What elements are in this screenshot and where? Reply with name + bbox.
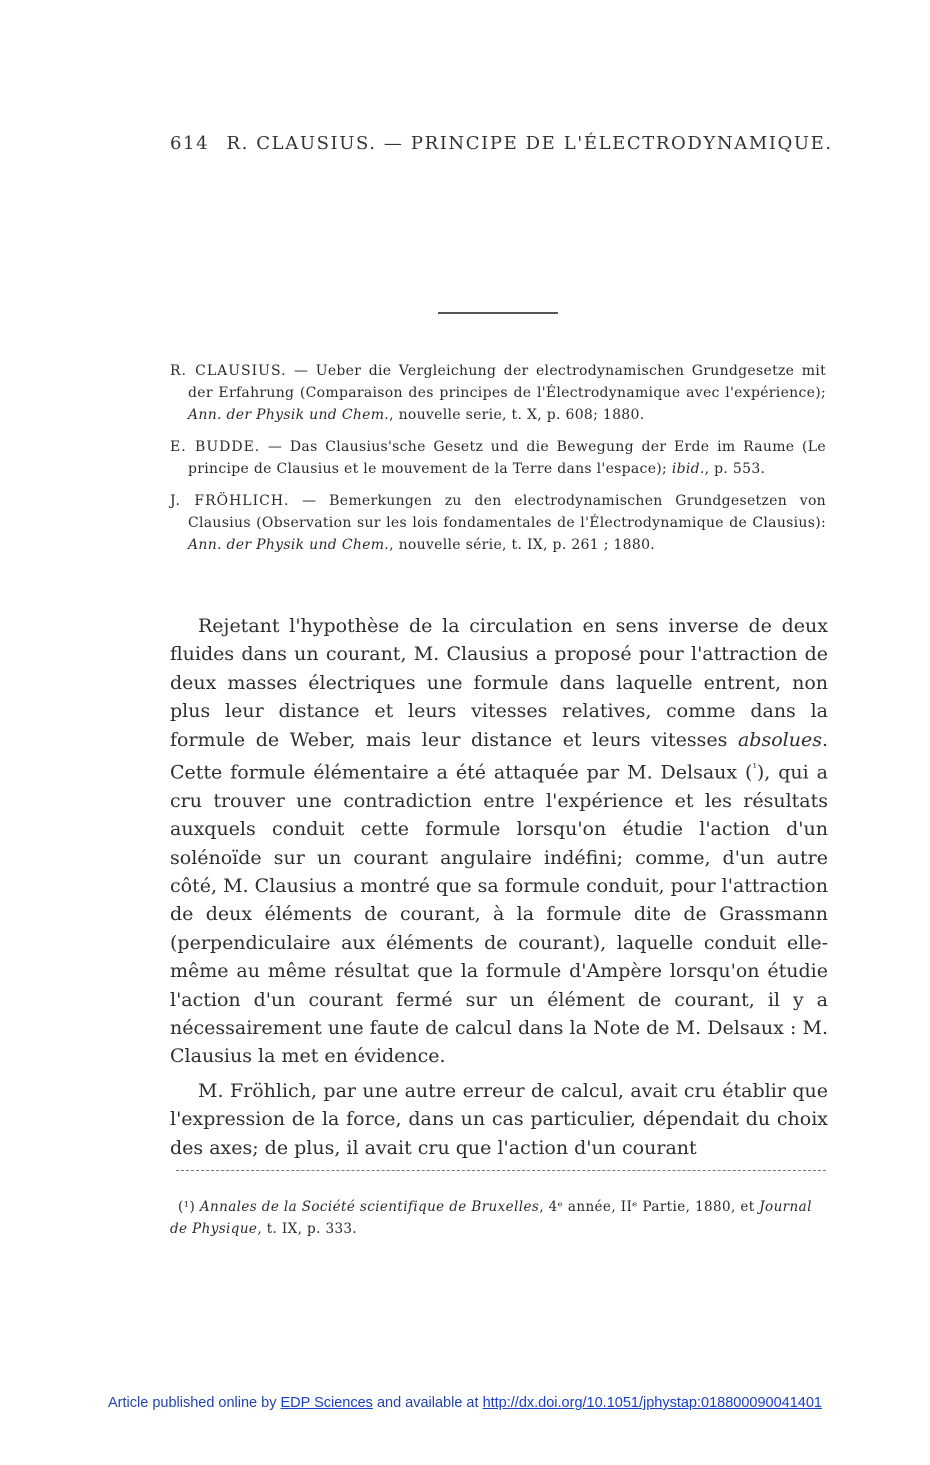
page-number: 614 bbox=[170, 133, 210, 154]
running-header bbox=[170, 133, 833, 154]
reference-tail: , nouvelle série, t. IX, p. 261 ; 1880. bbox=[389, 537, 656, 553]
reference-author: J. FRÖHLICH. bbox=[170, 493, 290, 509]
footnote: (¹) Annales de la Société scientifique de Bruxelles, 4ᵉ année, IIᵉ Partie, 1880, et Journal de Physique, t. IX, p. 333. bbox=[170, 1199, 812, 1237]
running-title: R. CLAUSIUS. — PRINCIPE DE L'ÉLECTRODYNAMIQUE. bbox=[226, 133, 833, 154]
reference-item bbox=[170, 490, 826, 556]
reference-author: E. BUDDE. bbox=[170, 439, 261, 455]
reference-source: Ann. der Physik und Chem. bbox=[188, 407, 390, 423]
reference-source: ibid. bbox=[671, 461, 705, 477]
paragraph: Rejetant l'hypothèse de la circulation en sens inverse de deux fluides dans un courant, M. Clausius a proposé pour l'attraction de deux masses électriques une formule dans laquelle entrent, non plus leur distance et leurs vitesses relatives, comme dans la formule de Weber, mais leur distance et leurs vitesses absolues. Cette formule élémentaire a été attaquée par M. Delsaux ($^{^1}$), qui a cru trouver une contradiction entre l'expérience et les résultats auxquels conduit cette formule lorsqu'on étudie l'action d'un solénoïde sur un courant angulaire indéfini; comme, d'un autre côté, M. Clausius a montré que sa formule conduit, pour l'attraction de deux éléments de courant, à la formule dite de Grassmann (perpendiculaire aux éléments de courant), laquelle conduit elle-même au même résultat que la formule d'Ampère lorsqu'on étudie l'action d'un courant fermé sur un élément de courant, il y a nécessairement une faute de calcul dans la Note de M. Delsaux : M. Clausius la met en évidence. bbox=[170, 615, 828, 1068]
footnote-source: Annales de la Société scientifique de Bruxelles bbox=[199, 1199, 540, 1215]
reference-text: — Bemerkungen zu den electrodynamischen Grundgesetzen von Clausius (Observation sur les lois fondamentales de l'Électrodynamique de Clausius): bbox=[188, 493, 826, 531]
body-text bbox=[170, 612, 828, 1162]
reference-author: R. CLAUSIUS. bbox=[170, 363, 287, 379]
emphasis: absolues bbox=[737, 728, 822, 751]
reference-tail: , p. 553. bbox=[704, 461, 766, 477]
reference-item bbox=[170, 360, 826, 426]
reference-text: — Ueber die Vergleichung der electrodynamischen Grundgesetze mit der Erfahrung (Comparaison des principes de l'Électrodynamique avec l'expérience); bbox=[188, 363, 826, 401]
reference-list bbox=[170, 360, 826, 566]
publisher-line: Article published online by EDP Sciences and available at http://dx.doi.org/10.1051/jphystap:018800090041401 bbox=[108, 1395, 822, 1411]
section-divider bbox=[438, 312, 558, 314]
footnote-divider bbox=[176, 1170, 826, 1171]
footnote-ref: ¹ bbox=[752, 761, 757, 775]
reference-item bbox=[170, 436, 826, 480]
reference-text: — Das Clausius'sche Gesetz und die Bewegung der Erde im Raume (Le principe de Clausius et le mouvement de la Terre dans l'espace); bbox=[188, 439, 826, 477]
footnote-mark: (¹) bbox=[178, 1199, 196, 1215]
reference-source: Ann. der Physik und Chem. bbox=[188, 537, 390, 553]
doi-link[interactable]: http://dx.doi.org/10.1051/jphystap:018800090041401 bbox=[482, 1395, 822, 1411]
publisher-link[interactable]: EDP Sciences bbox=[280, 1395, 373, 1411]
paragraph: M. Fröhlich, par une autre erreur de calcul, avait cru établir que l'expression de la force, dans un cas particulier, dépendait du choix des axes; de plus, il avait cru que l'action d'un courant bbox=[170, 1079, 828, 1159]
reference-tail: , nouvelle serie, t. X, p. 608; 1880. bbox=[389, 407, 645, 423]
footnote-source: Journal de Physique bbox=[170, 1199, 812, 1237]
